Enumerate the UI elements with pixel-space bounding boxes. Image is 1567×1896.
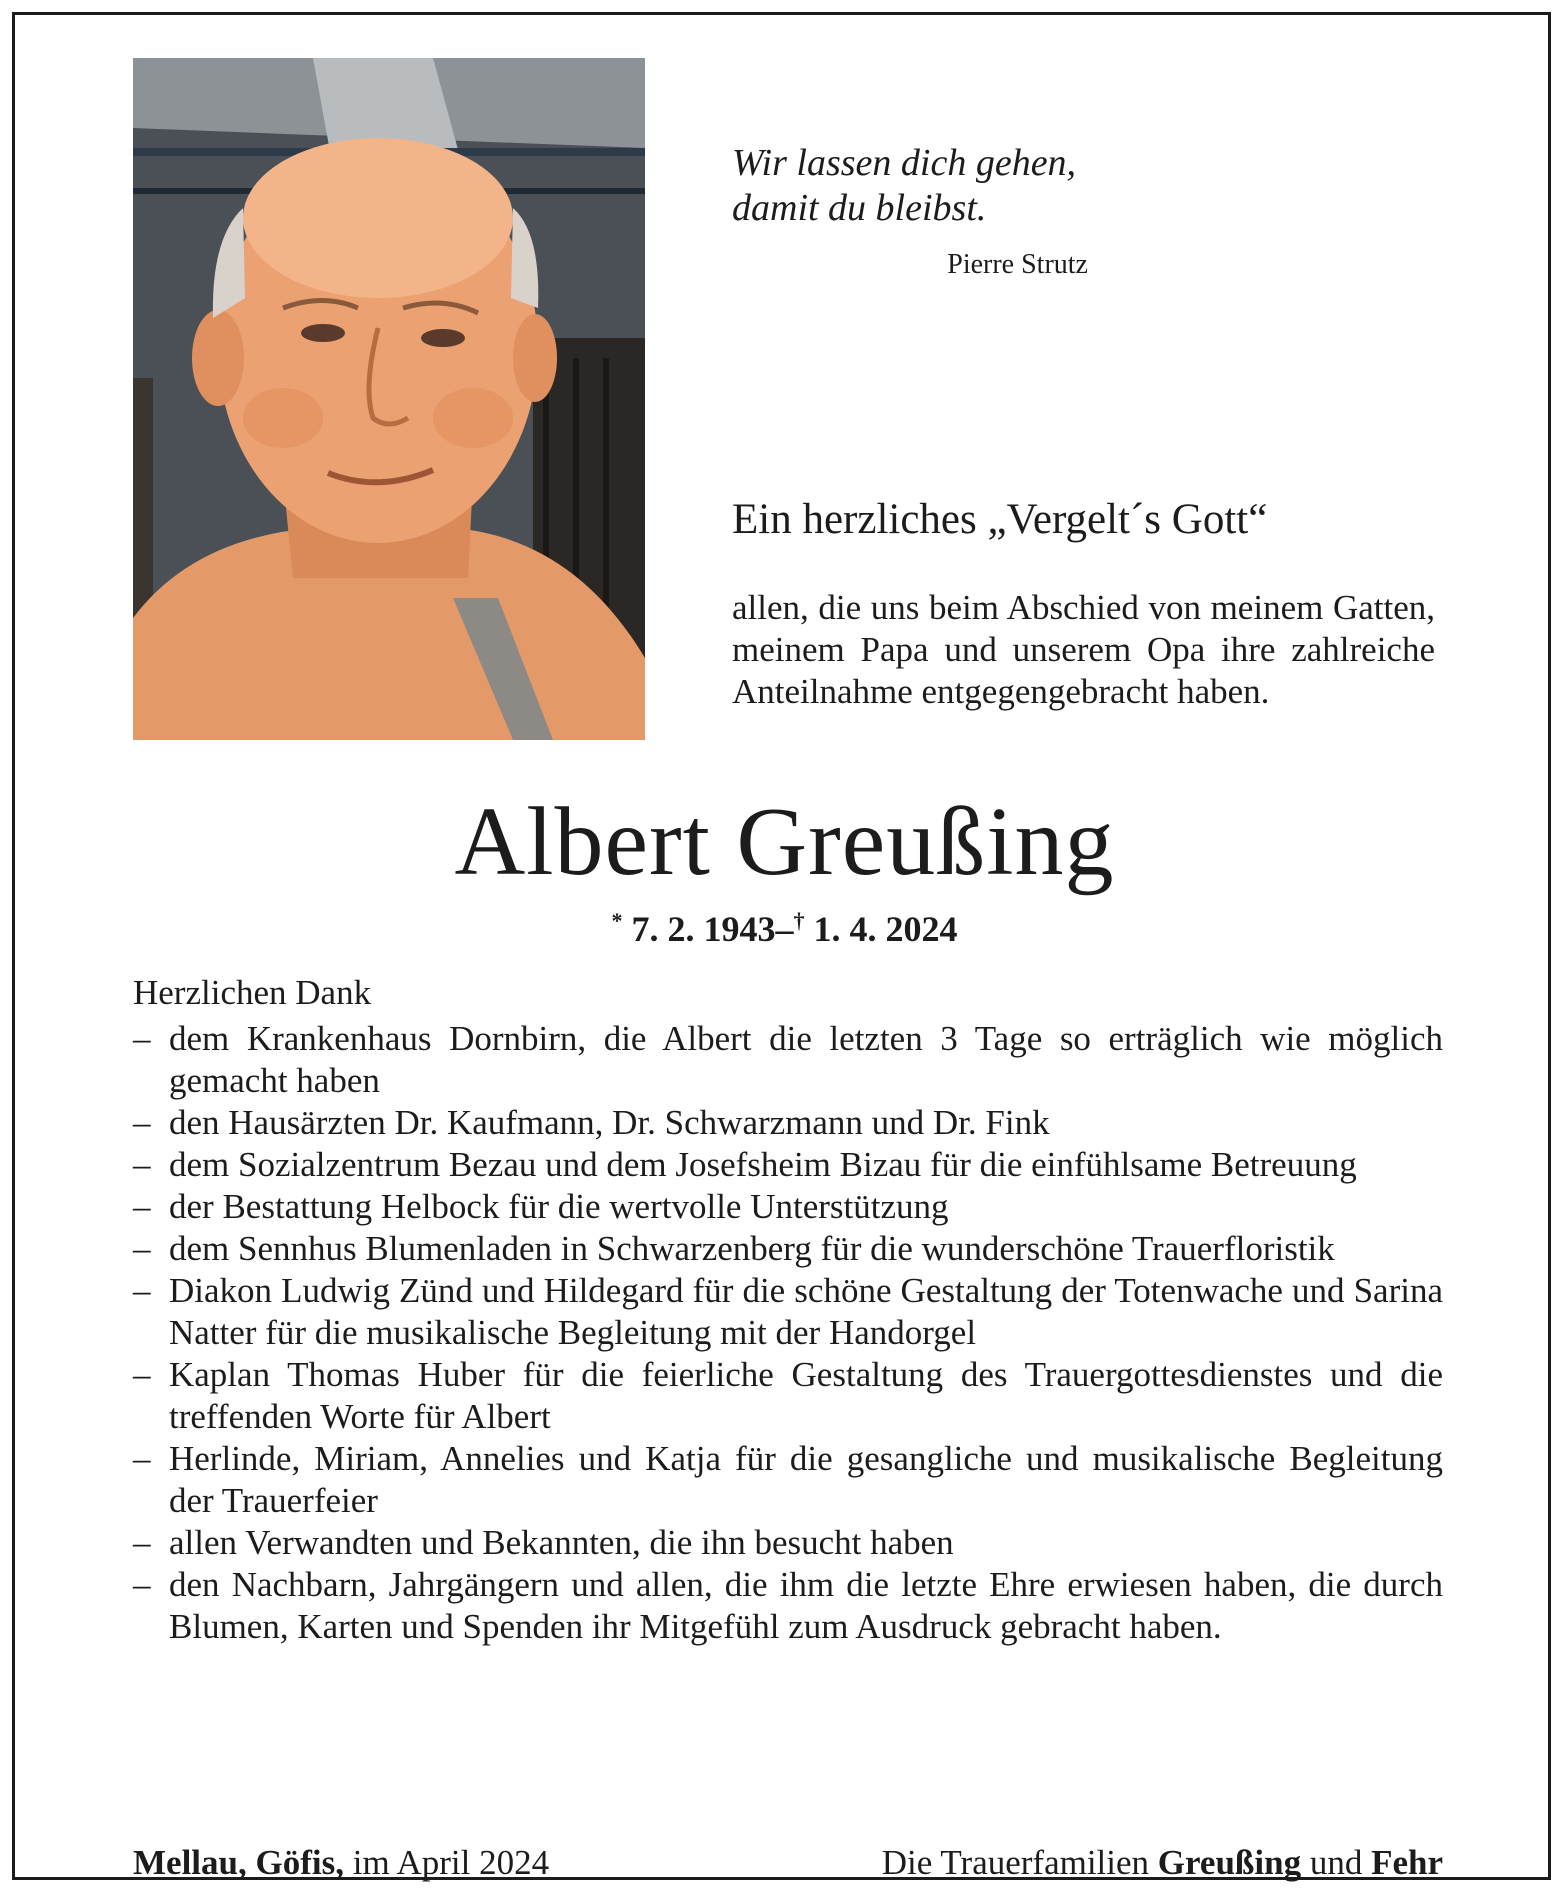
- footer-date: im April 2024: [352, 1843, 550, 1882]
- obituary-page: [12, 12, 1551, 1880]
- list-item: [133, 1270, 1443, 1354]
- list-item-text: Herlinde, Miriam, Annelies und Katja für die gesangliche und musikalische Begleitung der Trauerfeier: [169, 1439, 1443, 1520]
- quote-line-2: damit du bleibst.: [732, 187, 987, 229]
- list-dash: –: [133, 1229, 151, 1268]
- list-item: [133, 1228, 1443, 1270]
- list-dash: –: [133, 1187, 151, 1226]
- list-item: [133, 1522, 1443, 1564]
- list-dash: –: [133, 1271, 151, 1310]
- dank-heading: Herzlichen Dank: [133, 973, 372, 1012]
- list-item: [133, 1186, 1443, 1228]
- list-item: [133, 1354, 1443, 1438]
- list-item-text: Diakon Ludwig Zünd und Hildegard für die schöne Gestaltung der Totenwache und Sarina Natter für die musikalische Begleitung mit der Handorgel: [169, 1271, 1443, 1352]
- list-dash: –: [133, 1145, 151, 1184]
- list-item-text: allen Verwandten und Bekannten, die ihn besucht haben: [169, 1523, 954, 1562]
- list-item: [133, 1018, 1443, 1102]
- date-separator: –: [775, 909, 794, 949]
- death-date: 1. 4. 2024: [813, 909, 958, 949]
- list-dash: –: [133, 1565, 151, 1604]
- life-dates: [15, 908, 1554, 950]
- list-dash: –: [133, 1019, 151, 1058]
- list-item-text: den Nachbarn, Jahrgängern und allen, die ihm die letzte Ehre erwiesen haben, die durch Blumen, Karten und Spenden ihr Mitgefühl zum Ausdruck gebracht haben.: [169, 1565, 1443, 1646]
- birth-symbol: *: [611, 908, 623, 933]
- birth-date: 7. 2. 1943: [631, 909, 776, 949]
- footer-family-1: Greußing: [1157, 1843, 1302, 1882]
- thanks-list: [133, 1018, 1443, 1648]
- quote-block: [732, 141, 1092, 281]
- list-item: [133, 1102, 1443, 1144]
- death-symbol: †: [793, 908, 805, 933]
- list-dash: –: [133, 1355, 151, 1394]
- footer-family-prefix: Die Trauerfamilien: [881, 1843, 1150, 1882]
- list-item-text: den Hausärzten Dr. Kaufmann, Dr. Schwarzmann und Dr. Fink: [169, 1103, 1050, 1142]
- list-item-text: dem Sennhus Blumenladen in Schwarzenberg für die wunderschöne Trauerfloristik: [169, 1229, 1335, 1268]
- list-item-text: Kaplan Thomas Huber für die feierliche Gestaltung des Trauergottesdienstes und die treffenden Worte für Albert: [169, 1355, 1443, 1436]
- list-item-text: dem Krankenhaus Dornbirn, die Albert die letzten 3 Tage so erträglich wie möglich gemacht haben: [169, 1019, 1443, 1100]
- intro-text: allen, die uns beim Abschied von meinem Gatten, meinem Papa und unserem Opa ihre zahlreiche Anteilnahme entgegengebracht haben.: [732, 588, 1435, 711]
- portrait-photo: [133, 58, 645, 740]
- deceased-name: Albert Greußing: [454, 788, 1115, 896]
- list-dash: –: [133, 1523, 151, 1562]
- list-dash: –: [133, 1103, 151, 1142]
- list-dash: –: [133, 1439, 151, 1478]
- footer-family-2: Fehr: [1371, 1843, 1443, 1882]
- footer-families: [882, 1843, 1443, 1883]
- list-item: [133, 1564, 1443, 1648]
- list-item: [133, 1144, 1443, 1186]
- list-item-text: dem Sozialzentrum Bezau und dem Josefsheim Bizau für die einfühlsame Betreuung: [169, 1145, 1357, 1184]
- list-item-text: der Bestattung Helbock für die wertvolle Unterstützung: [169, 1187, 949, 1226]
- quote-line-1: Wir lassen dich gehen,: [732, 142, 1077, 184]
- quote-author: Pierre Strutz: [947, 249, 1088, 280]
- footer-conjunction: und: [1309, 1843, 1363, 1882]
- footer-place-date: [133, 1843, 549, 1883]
- footer-places: Mellau, Göfis,: [133, 1843, 344, 1882]
- thanks-heading: Ein herzliches „Vergelt´s Gott“: [732, 496, 1268, 543]
- list-item: [133, 1438, 1443, 1522]
